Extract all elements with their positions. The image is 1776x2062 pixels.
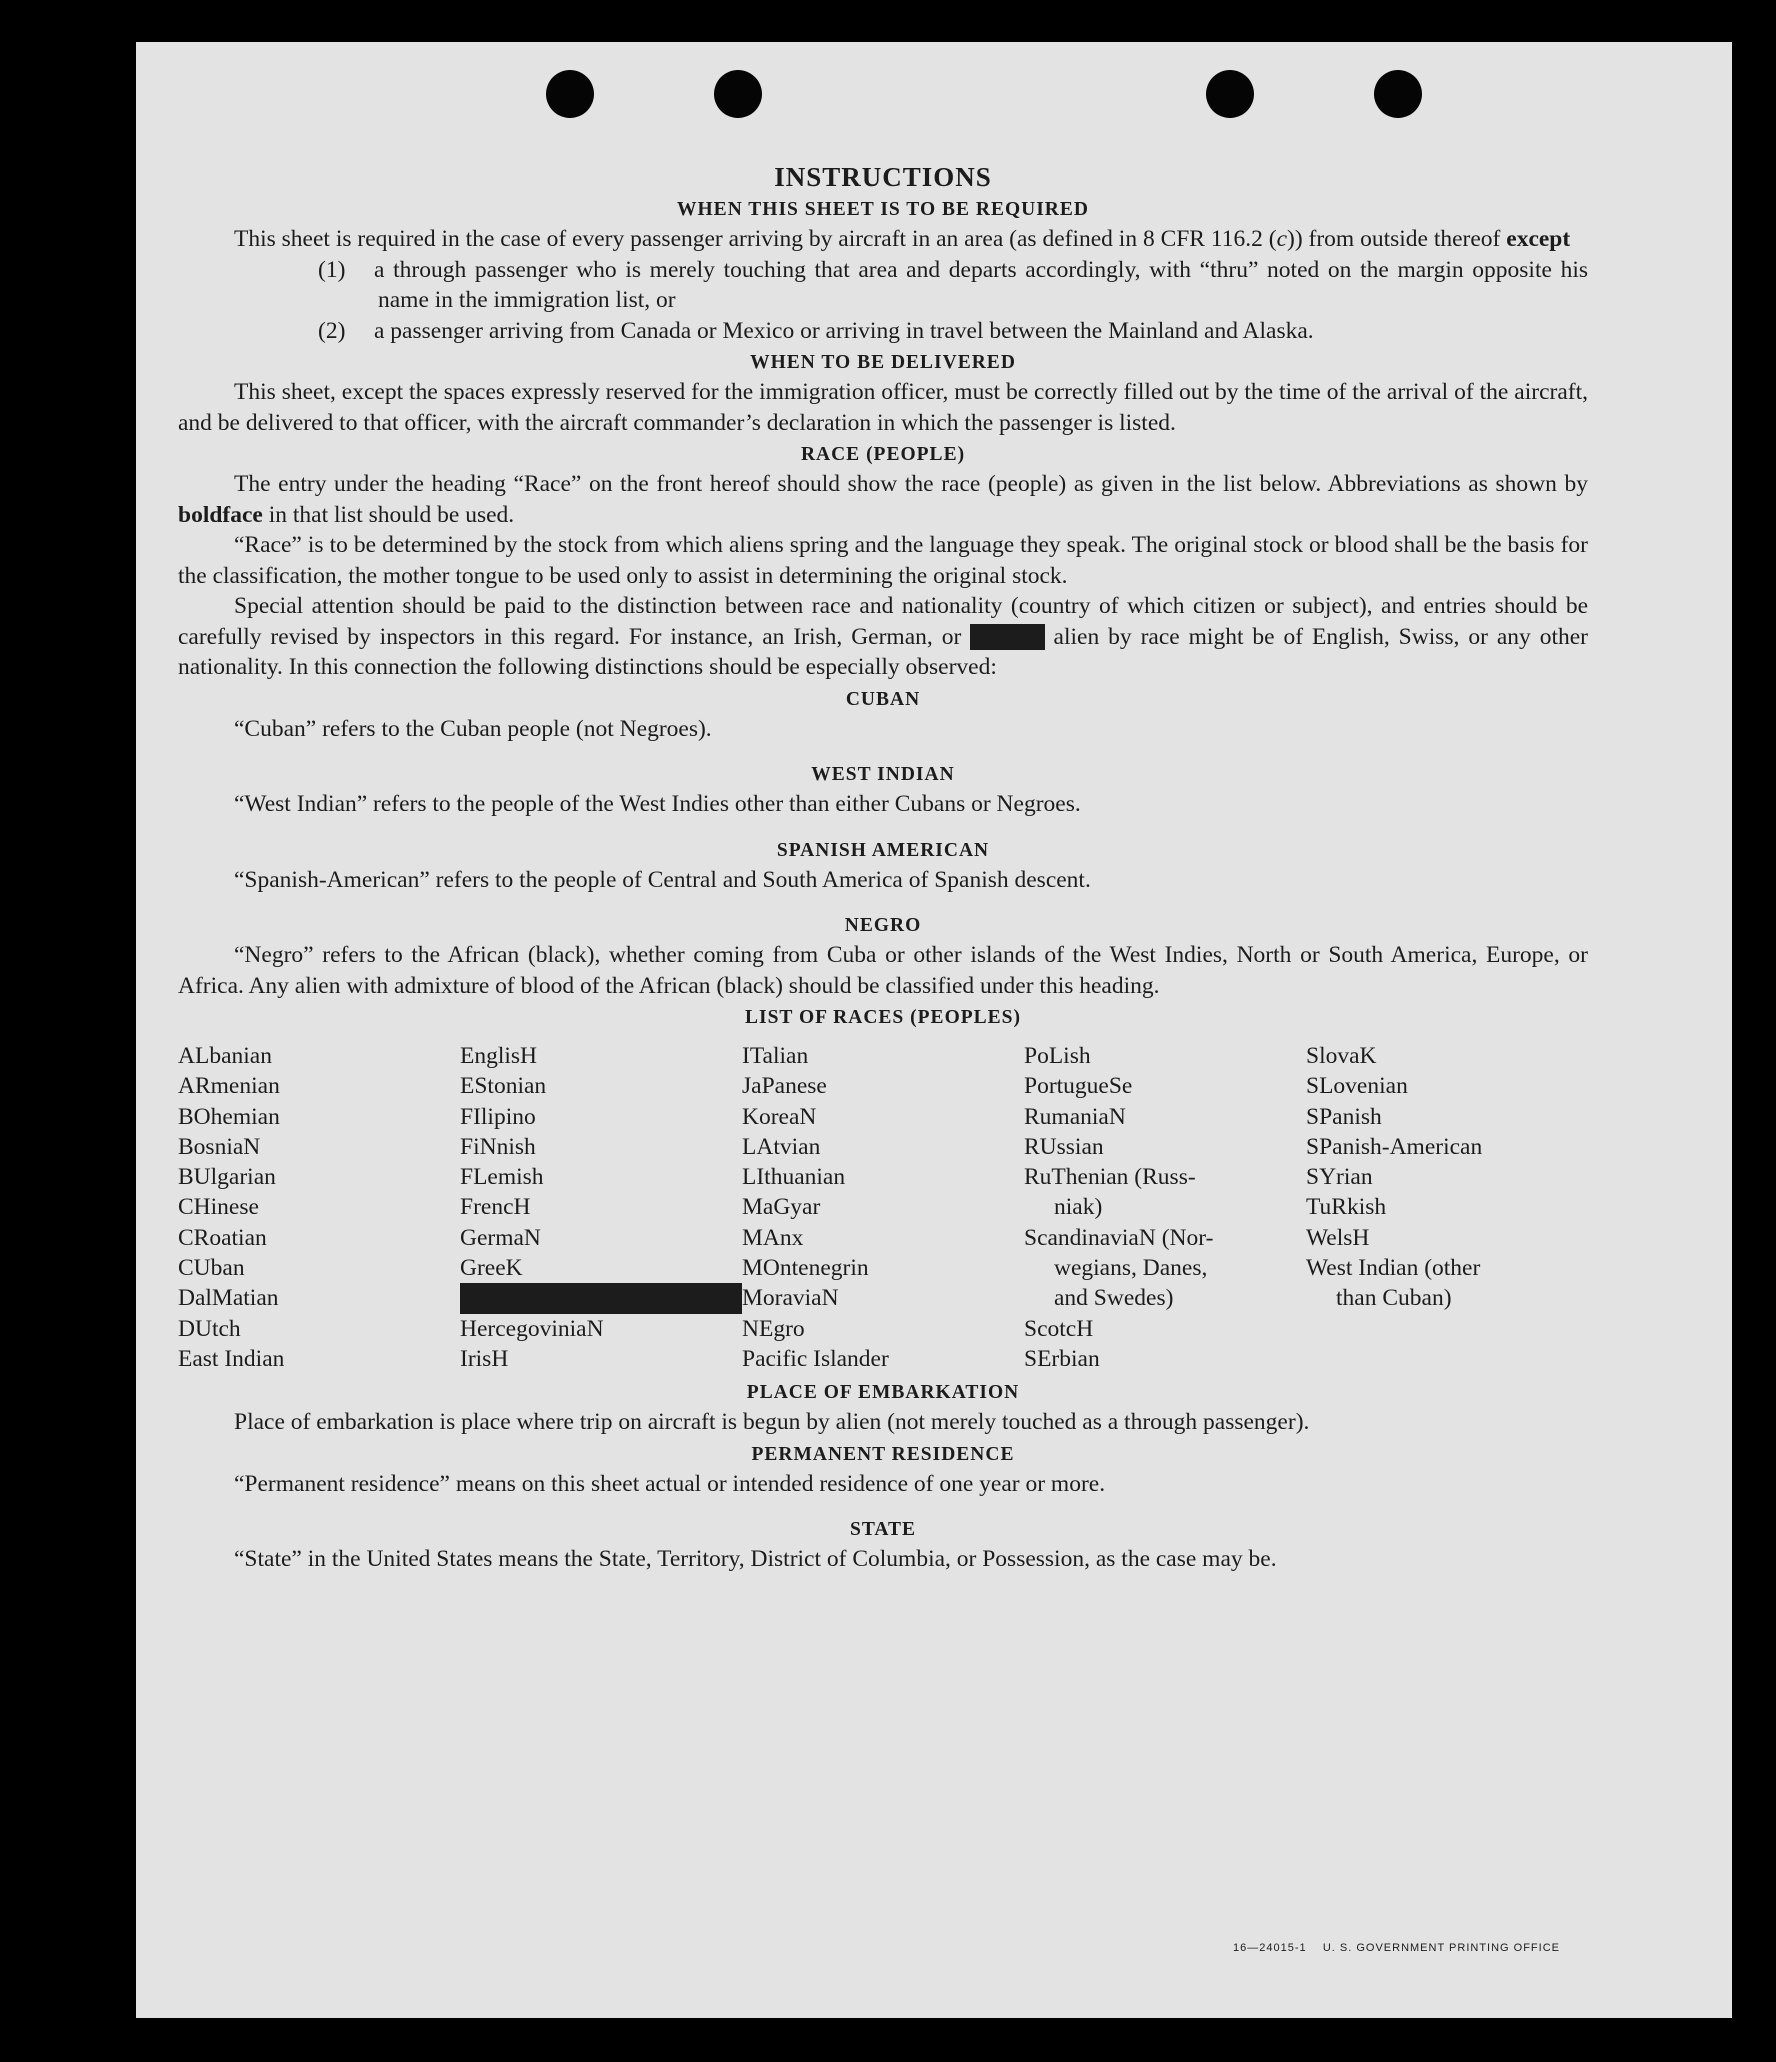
punch-hole-2 xyxy=(714,70,762,118)
struck-word: Hebrew xyxy=(970,623,1045,650)
race-entry: FLemish xyxy=(460,1164,544,1191)
exception-item-2: (2) a passenger arriving from Canada or Mexico or arriving in travel between the Mainland and Alaska. xyxy=(318,317,1314,344)
race-entry: BOhemian xyxy=(178,1103,280,1130)
race-entry: HebreW xyxy=(460,1283,742,1313)
race-entry: SPanish xyxy=(1306,1103,1382,1130)
punch-hole-1 xyxy=(546,70,594,118)
race-entry: RUssian xyxy=(1024,1133,1104,1160)
races-column xyxy=(460,1041,742,1374)
cuban-text: “Cuban” refers to the Cuban people (not Negroes). xyxy=(234,715,712,742)
race-paragraph-1: The entry under the heading “Race” on the front hereof should show the race (people) as given in the list below. Abbreviations as shown by boldface in that list should be used. xyxy=(178,471,1588,528)
race-entry: DUtch xyxy=(178,1315,241,1342)
races-column xyxy=(1306,1041,1588,1374)
race-entry: West Indian (other xyxy=(1306,1255,1481,1282)
race-entry: CUban xyxy=(178,1255,245,1282)
race-entry: CHinese xyxy=(178,1194,259,1221)
embarkation-text: Place of embarkation is place where trip on aircraft is begun by alien (not merely touched as a through passenger). xyxy=(234,1409,1310,1436)
race-entry: HercegoviniaN xyxy=(460,1315,604,1342)
heading-permanent-residence: PERMANENT RESIDENCE xyxy=(751,1443,1015,1465)
heading-race: RACE (PEOPLE) xyxy=(800,444,966,465)
when-required-intro: This sheet is required in the case of every passenger arriving by aircraft in an area (as defined in 8 CFR 116.2 (c)) from outside thereof except xyxy=(234,226,1571,252)
heading-when-delivered: WHEN TO BE DELIVERED xyxy=(750,352,1016,373)
race-entry: than Cuban) xyxy=(1336,1285,1452,1312)
race-entry: JaPanese xyxy=(742,1073,827,1100)
race-entry: PortugueSe xyxy=(1024,1073,1133,1100)
heading-embarkation: PLACE OF EMBARKATION xyxy=(746,1382,1020,1404)
heading-when-required: WHEN THIS SHEET IS TO BE REQUIRED xyxy=(677,199,1089,220)
race-entry: East Indian xyxy=(178,1345,285,1372)
state-text: “State” in the United States means the State, Territory, District of Columbia, or Possession, as the case may be. xyxy=(234,1546,1277,1573)
race-entry: KoreaN xyxy=(742,1103,817,1130)
race-entry: RuThenian (Russ- xyxy=(1024,1164,1196,1191)
printer-footer xyxy=(1233,1942,1560,1954)
race-paragraph-3: Special attention should be paid to the distinction between race and nationality (country of which citizen or subject), and entries should be carefully revised by inspectors in this regard. For instance, an Irish, German, or Hebrew alien by race might be of English, Swiss, or any other nationality. In this connection the following distinctions should be especially observed: xyxy=(178,593,1588,680)
race-entry: ALbanian xyxy=(178,1043,272,1069)
race-entry: EStonian xyxy=(460,1073,547,1100)
race-entry: SLovenian xyxy=(1306,1073,1408,1100)
race-entry: BosniaN xyxy=(178,1133,261,1160)
west-indian-text: “West Indian” refers to the people of the West Indies other than either Cubans or Negroes. xyxy=(234,791,1081,817)
when-delivered-text: This sheet, except the spaces expressly reserved for the immigration officer, must be correctly filled out by the time of the arrival of the aircraft, and be delivered to that officer, with the aircraft commander’s declaration in which the passenger is listed. xyxy=(178,379,1588,436)
races-column xyxy=(178,1041,460,1374)
printer-name: U. S. GOVERNMENT PRINTING OFFICE xyxy=(1322,1942,1560,1954)
race-entry: Pacific Islander xyxy=(742,1345,889,1372)
punch-hole-4 xyxy=(1374,70,1422,118)
race-entry: PoLish xyxy=(1024,1043,1091,1069)
race-entry: WelsH xyxy=(1306,1224,1370,1251)
races-column xyxy=(1024,1041,1306,1374)
race-entry: IrisH xyxy=(460,1345,509,1372)
race-entry: GreeK xyxy=(460,1255,523,1282)
race-paragraph-2: “Race” is to be determined by the stock from which aliens spring and the language they speak. The original stock or blood shall be the basis for the classification, the mother tongue to be used only to assist in determining the original stock. xyxy=(178,532,1588,589)
form-number: 16—24015-1 xyxy=(1233,1942,1307,1954)
race-entry: SPanish-American xyxy=(1306,1133,1483,1160)
race-entry: ITalian xyxy=(742,1043,809,1069)
races-column xyxy=(742,1041,1024,1374)
spanish-american-text: “Spanish-American” refers to the people of Central and South America of Spanish descent. xyxy=(234,866,1091,893)
race-entry: ScandinaviaN (Nor- xyxy=(1024,1224,1214,1251)
race-entry: and Swedes) xyxy=(1054,1285,1174,1312)
punch-hole-3 xyxy=(1206,70,1254,118)
race-entry: FIlipino xyxy=(460,1103,536,1130)
exception-item-1: (1) a through passenger who is merely touching that area and departs accordingly, with “thru” noted on the margin opposite his name in the immigration list, or xyxy=(318,256,1588,313)
race-entry: wegians, Danes, xyxy=(1054,1255,1208,1282)
negro-text: “Negro” refers to the African (black), whether coming from Cuba or other islands of the West Indies, North or South America, Europe, or Africa. Any alien with admixture of blood of the African (black) should be classified under this heading. xyxy=(178,942,1588,999)
race-entry: LIthuanian xyxy=(742,1164,846,1191)
race-entry: NEgro xyxy=(742,1315,805,1342)
heading-spanish-american: SPANISH AMERICAN xyxy=(776,839,990,861)
race-entry: ScotcH xyxy=(1024,1315,1094,1342)
race-entry: LAtvian xyxy=(742,1133,821,1160)
race-entry: RumaniaN xyxy=(1024,1103,1126,1130)
heading-west-indian: WEST INDIAN xyxy=(811,764,955,785)
race-entry: MoraviaN xyxy=(742,1285,839,1312)
race-entry: CRoatian xyxy=(178,1224,267,1251)
race-entry: SErbian xyxy=(1024,1345,1100,1372)
race-entry: EnglisH xyxy=(460,1043,538,1069)
race-entry: SlovaK xyxy=(1306,1043,1377,1069)
race-entry: MAnx xyxy=(742,1224,804,1251)
race-entry: SYrian xyxy=(1306,1164,1373,1191)
heading-negro: NEGRO xyxy=(844,915,922,936)
races-list xyxy=(178,1041,1588,1374)
race-entry: ARmenian xyxy=(178,1073,280,1100)
race-entry: FrencH xyxy=(460,1194,531,1221)
race-entry: BUlgarian xyxy=(178,1164,276,1191)
race-entry: DalMatian xyxy=(178,1285,279,1312)
document-sheet xyxy=(136,42,1732,2018)
race-entry: FiNnish xyxy=(460,1133,536,1160)
race-entry: TuRkish xyxy=(1306,1194,1387,1221)
permanent-residence-text: “Permanent residence” means on this sheet actual or intended residence of one year or more. xyxy=(234,1470,1106,1497)
race-entry: MOntenegrin xyxy=(742,1255,869,1282)
heading-state: STATE xyxy=(849,1519,917,1541)
race-entry: niak) xyxy=(1054,1194,1103,1221)
page-title: INSTRUCTIONS xyxy=(774,162,992,192)
instructions-content xyxy=(178,162,1588,1575)
heading-list-of-races: LIST OF RACES (PEOPLES) xyxy=(744,1007,1021,1028)
race-entry: GermaN xyxy=(460,1224,541,1251)
heading-cuban: CUBAN xyxy=(845,688,921,710)
race-entry: MaGyar xyxy=(742,1194,821,1221)
